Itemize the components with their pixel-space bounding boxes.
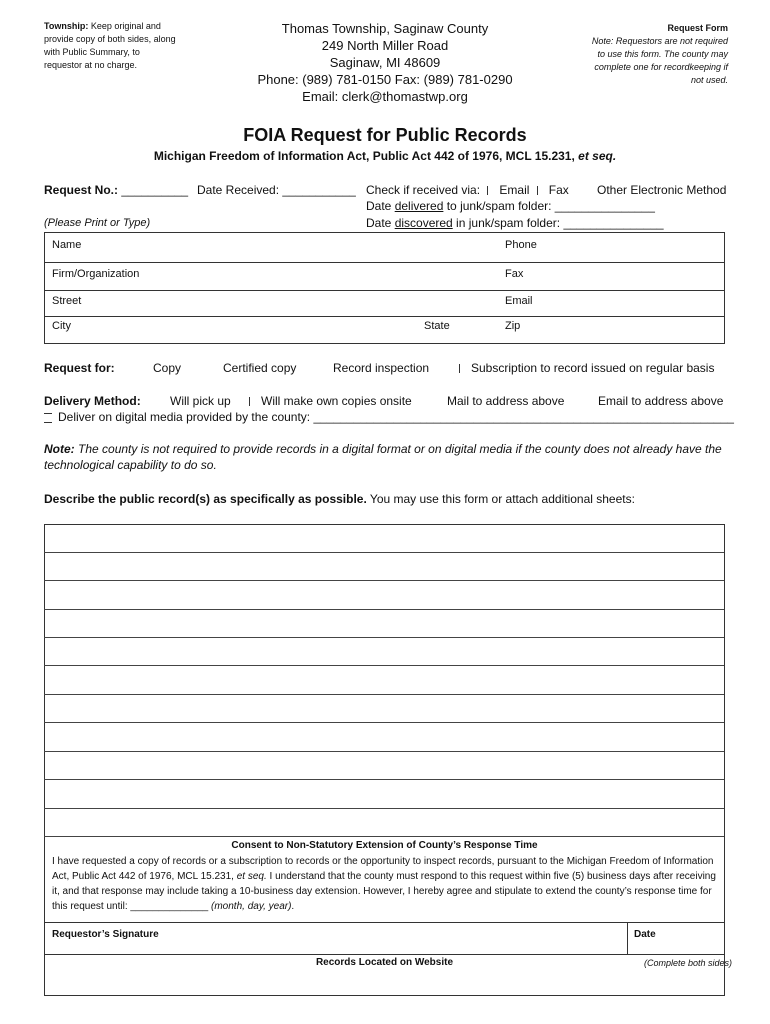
certified-copy-option[interactable]: Certified copy: [223, 361, 297, 375]
description-line: [44, 552, 724, 553]
onsite-checkbox[interactable]: [249, 397, 257, 406]
phone-field[interactable]: Phone: [505, 239, 537, 251]
description-line: [44, 609, 724, 610]
state-field[interactable]: State: [424, 320, 450, 332]
divider: [44, 316, 725, 317]
subscription-checkbox[interactable]: [459, 364, 467, 373]
copy-option[interactable]: Copy: [153, 361, 182, 375]
mail-option[interactable]: Mail to address above: [447, 394, 565, 408]
date-received[interactable]: Date Received: ___________: [197, 183, 356, 197]
consent-text: I have requested a copy of records or a subscription to records or the opportunity to inspect records, pursuant to the Michigan Freedom of Information Act, Public Act 442 of 1976, MCL 15.231, et seq. I understand that the county must respond to this request within five (5) business days after receiving it, and that response may include taking a 10-business day extension. However, I hereby agree and stipulate to extend the county’s response time for this request until: ______________ (month, day, year).: [52, 856, 716, 912]
description-line: [44, 808, 724, 809]
description-line: [44, 580, 724, 581]
date-discovered-junk[interactable]: Date discovered in junk/spam folder: _______________: [366, 216, 664, 230]
requestor-note: Note: Requestors are not required to use this form. The county may complete one for recordkeeping if not used.: [591, 36, 728, 85]
page-subtitle: Michigan Freedom of Information Act, Public Act 442 of 1976, MCL 15.231, et seq.: [153, 149, 617, 163]
description-line: [44, 836, 724, 837]
address-email: Email: clerk@thomastwp.org: [302, 89, 468, 104]
record-inspection-option[interactable]: Record inspection: [333, 361, 430, 375]
email-checkbox[interactable]: [487, 186, 495, 195]
signature-date-field[interactable]: Date: [634, 929, 656, 940]
description-area[interactable]: [44, 524, 725, 996]
complete-both-sides: (Complete both sides): [644, 958, 733, 968]
firm-field[interactable]: Firm/Organization: [52, 268, 140, 280]
description-line: [44, 694, 724, 695]
fax-checkbox[interactable]: [537, 186, 545, 195]
digital-checkbox[interactable]: [44, 413, 52, 423]
divider: [44, 954, 725, 955]
consent-title: Consent to Non-Statutory Extension of County’s Response Time: [231, 840, 538, 851]
contact-box: [44, 232, 725, 344]
description-line: [44, 665, 724, 666]
digital-format-note: Note: The county is not required to provide records in a digital format or on digital media if the county does not already have the technological capability to do so.: [44, 442, 722, 472]
request-for-label: Request for:: [44, 361, 115, 375]
email-field[interactable]: Email: [505, 295, 533, 307]
city-field[interactable]: City: [52, 320, 71, 332]
digital-media-option[interactable]: Deliver on digital media provided by the county: _______________________________________________________________: [44, 410, 734, 424]
address-line-2: 249 North Miller Road: [321, 38, 449, 53]
divider: [44, 290, 725, 291]
describe-instruction: Describe the public record(s) as specifically as possible. You may use this form or attach additional sheets:: [44, 492, 635, 506]
county-address: [240, 20, 530, 105]
signature-field[interactable]: Requestor’s Signature: [52, 929, 159, 940]
onsite-copies-option[interactable]: Will make own copies onsite: [245, 394, 412, 408]
address-phone-fax: Phone: (989) 781-0150 Fax: (989) 781-0290: [257, 72, 513, 87]
township-note: Township: Keep original and provide copy of both sides, along with Public Summary, to requestor at no charge.: [44, 21, 176, 70]
request-number[interactable]: Request No.: __________: [44, 183, 189, 197]
records-on-website: Records Located on Website: [315, 957, 454, 968]
description-line: [44, 751, 724, 752]
name-field[interactable]: Name: [52, 239, 82, 251]
request-form-label: Request Form: [667, 23, 728, 33]
description-line: [44, 722, 724, 723]
request-form-note: [590, 22, 728, 87]
description-line: [44, 637, 724, 638]
divider: [44, 922, 725, 923]
other-electronic-method[interactable]: Other Electronic Method: [597, 183, 727, 197]
address-line-3: Saginaw, MI 48609: [329, 55, 441, 70]
delivery-method-label: Delivery Method:: [44, 394, 141, 408]
divider: [627, 922, 628, 954]
received-via: Check if received via: Email Fax: [366, 183, 569, 197]
page-title: FOIA Request for Public Records: [243, 125, 527, 145]
description-line: [44, 779, 724, 780]
divider: [44, 262, 725, 263]
address-line-1: Thomas Township, Saginaw County: [281, 21, 489, 36]
subscription-option[interactable]: Subscription to record issued on regular basis: [455, 361, 714, 375]
fax-field[interactable]: Fax: [505, 268, 524, 280]
zip-field[interactable]: Zip: [505, 320, 521, 332]
will-pick-up-option[interactable]: Will pick up: [170, 394, 231, 408]
print-note: (Please Print or Type): [44, 217, 151, 229]
street-field[interactable]: Street: [52, 295, 82, 307]
date-delivered-junk[interactable]: Date delivered to junk/spam folder: _______________: [366, 199, 655, 213]
email-option[interactable]: Email to address above: [598, 394, 724, 408]
